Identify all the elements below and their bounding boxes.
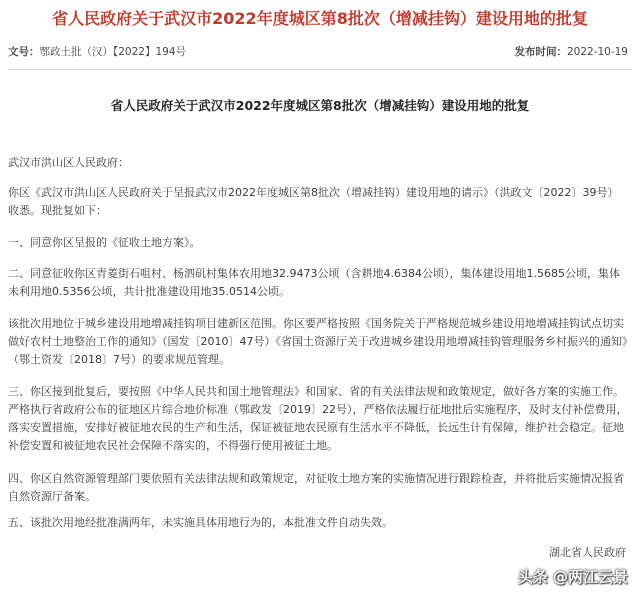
document-title: 省人民政府关于武汉市2022年度城区第8批次（增减挂钩）建设用地的批复 [110, 98, 530, 113]
paragraph-project: 该批次用地位于城乡建设用地增减挂钩项目建新区范围。你区要严格按照《国务院关于严格规范城乡建设用地增减挂钩试点切实做好农村土地整治工作的通知》（国发〔2010〕47号）《省国土资源厅关于改进城乡建设用地增减挂钩管理服务乡村振兴的通知》（鄂土资发〔2018〕7号）的要求规范管理。 [8, 317, 628, 366]
doc-number-value: 鄂政土批（汉）【2022】194号 [39, 46, 187, 58]
paragraph-intro: 你区《武汉市洪山区人民政府关于呈报武汉市2022年度城区第8批次（增减挂钩）建设用地的请示》（洪政文〔2022〕39号）收悉。现批复如下： [8, 186, 619, 217]
doc-number-label: 文号： [8, 46, 40, 58]
divider [8, 69, 632, 70]
paragraph-1: 一、同意你区呈报的《征收土地方案》。 [8, 236, 201, 249]
publish-date-label: 发布时间： [514, 46, 567, 58]
watermark-text: 头条 @两江云景 [517, 568, 628, 586]
addressee: 武汉市洪山区人民政府： [8, 156, 129, 169]
paragraph-5: 五、该批次用地经批准满两年，未实施具体用地行为的，本批准文件自动失效。 [8, 516, 393, 529]
publish-date-value: 2022-10-19 [566, 46, 628, 58]
paragraph-3: 三、你区接到批复后，要按照《中华人民共和国土地管理法》和国家、省的有关法律法规和政策规定，做好各方案的实施工作。严格执行省政府公布的征地区片综合地价标准（鄂政发〔2019〕22号），严格依法履行征地批后实施程序，及时支付补偿费用，落实安置措施，安排好被征地农民的生产和生活，保证被征地农民原有生活水平不降低，长远生计有保障，维护社会稳定。征地补偿安置和被征地农民社会保障不落实的，不得强行使用被征土地。 [8, 385, 628, 452]
paragraph-2: 二、同意征收你区青菱街石咀村、杨泗矶村集体农用地32.9473公顷（含耕地4.6384公顷），集体建设用地1.5685公顷，集体未利用地0.5356公顷，共计批准建设用地35.0514公顷。 [8, 267, 620, 298]
publish-date [514, 44, 628, 59]
paragraph-4: 四、你区自然资源管理部门要依照有关法律法规和政策规定，对征收土地方案的实施情况进行跟踪检查，并将批后实施情况报省自然资源厅备案。 [8, 472, 624, 503]
doc-number [8, 44, 186, 59]
meta-row [8, 44, 628, 58]
signature: 湖北省人民政府 [549, 546, 626, 559]
page-title: 省人民政府关于武汉市2022年度城区第8批次（增减挂钩）建设用地的批复 [52, 9, 588, 28]
